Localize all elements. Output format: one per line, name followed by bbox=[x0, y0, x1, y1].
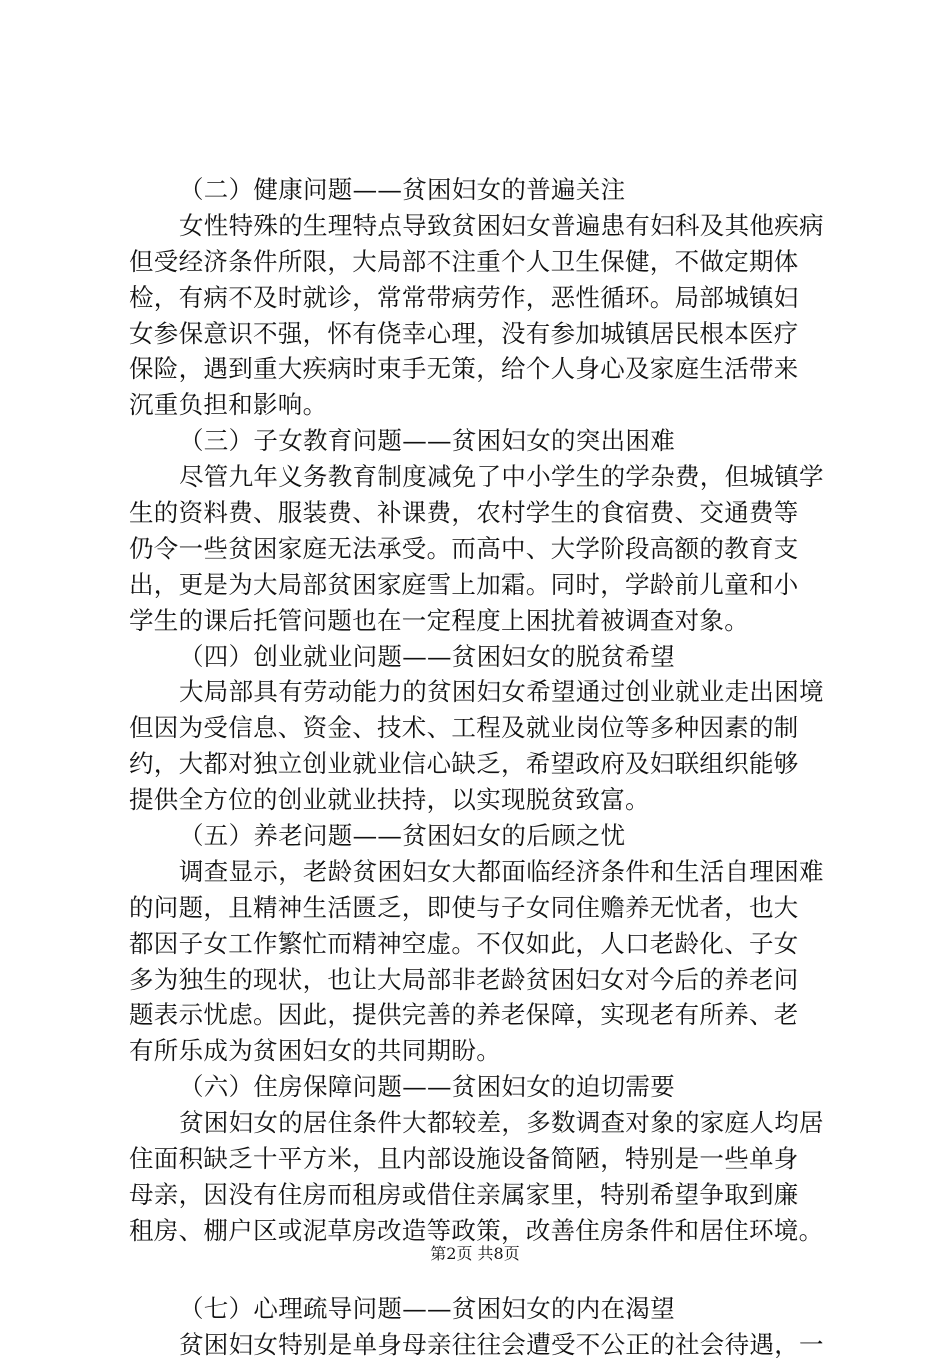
paragraph-line: 租房、棚户区或泥草房改造等政策，改善住房条件和居住环境。 bbox=[129, 1215, 824, 1245]
paragraph-line: 仍令一些贫困家庭无法承受。而高中、大学阶段高额的教育支 bbox=[129, 533, 799, 563]
section-heading-employment: （四）创业就业问题——贫困妇女的脱贫希望 bbox=[179, 641, 675, 671]
paragraph-line: 有所乐成为贫困妇女的共同期盼。 bbox=[129, 1036, 501, 1066]
section-heading-psychological: （七）心理疏导问题——贫困妇女的内在渴望 bbox=[179, 1293, 675, 1323]
paragraph-line: 大局部具有劳动能力的贫困妇女希望通过创业就业走出困境 bbox=[179, 677, 824, 707]
page-number-footer: 第2页 共8页 bbox=[430, 1244, 520, 1263]
section-heading-housing: （六）住房保障问题——贫困妇女的迫切需要 bbox=[179, 1072, 675, 1102]
paragraph-line: 都因子女工作繁忙而精神空虚。不仅如此，人口老龄化、子女 bbox=[129, 928, 799, 958]
paragraph-line: 的问题，且精神生活匮乏，即使与子女同住赡养无忧者，也大 bbox=[129, 892, 799, 922]
paragraph-line: 但受经济条件所限，大局部不注重个人卫生保健，不做定期体 bbox=[129, 246, 799, 276]
paragraph-line: 贫困妇女特别是单身母亲往往会遭受不公正的社会待遇，一 bbox=[179, 1329, 824, 1359]
paragraph-line: 检，有病不及时就诊，常常带病劳作，恶性循环。局部城镇妇 bbox=[129, 282, 799, 312]
paragraph-line: 约，大都对独立创业就业信心缺乏，希望政府及妇联组织能够 bbox=[129, 749, 799, 779]
paragraph-line: 母亲，因没有住房而租房或借住亲属家里，特别希望争取到廉 bbox=[129, 1179, 799, 1209]
document-body bbox=[129, 172, 829, 1363]
paragraph-line: 女参保意识不强，怀有侥幸心理，没有参加城镇居民根本医疗 bbox=[129, 318, 799, 348]
paragraph-line: 提供全方位的创业就业扶持，以实现脱贫致富。 bbox=[129, 785, 650, 815]
section-heading-health: （二）健康问题——贫困妇女的普遍关注 bbox=[179, 175, 626, 204]
paragraph-line: 生的资料费、服装费、补课费，农村学生的食宿费、交通费等 bbox=[129, 498, 799, 528]
paragraph-line: 多为独生的现状，也让大局部非老龄贫困妇女对今后的养老问 bbox=[129, 964, 799, 994]
paragraph-line: 学生的课后托管问题也在一定程度上困扰着被调查对象。 bbox=[129, 605, 749, 635]
paragraph-line: 女性特殊的生理特点导致贫困妇女普遍患有妇科及其他疾病 bbox=[179, 210, 824, 240]
paragraph-line: 沉重负担和影响。 bbox=[129, 390, 328, 420]
section-heading-education: （三）子女教育问题——贫困妇女的突出困难 bbox=[179, 426, 675, 456]
paragraph-line: 贫困妇女的居住条件大都较差，多数调查对象的家庭人均居 bbox=[179, 1108, 824, 1138]
paragraph-line: 出，更是为大局部贫困家庭雪上加霜。同时，学龄前儿童和小 bbox=[129, 569, 799, 599]
section-heading-elderly-care: （五）养老问题——贫困妇女的后顾之忧 bbox=[179, 821, 626, 851]
paragraph-line: 调查显示，老龄贫困妇女大都面临经济条件和生活自理困难 bbox=[179, 856, 824, 886]
paragraph-line: 尽管九年义务教育制度减免了中小学生的学杂费，但城镇学 bbox=[179, 462, 824, 492]
paragraph-line: 住面积缺乏十平方米，且内部设施设备简陋，特别是一些单身 bbox=[129, 1144, 799, 1174]
paragraph-line: 保险，遇到重大疾病时束手无策，给个人身心及家庭生活带来 bbox=[129, 354, 799, 384]
paragraph-line: 但因为受信息、资金、技术、工程及就业岗位等多种因素的制 bbox=[129, 713, 799, 743]
paragraph-line: 题表示忧虑。因此，提供完善的养老保障，实现老有所养、老 bbox=[129, 1000, 799, 1030]
